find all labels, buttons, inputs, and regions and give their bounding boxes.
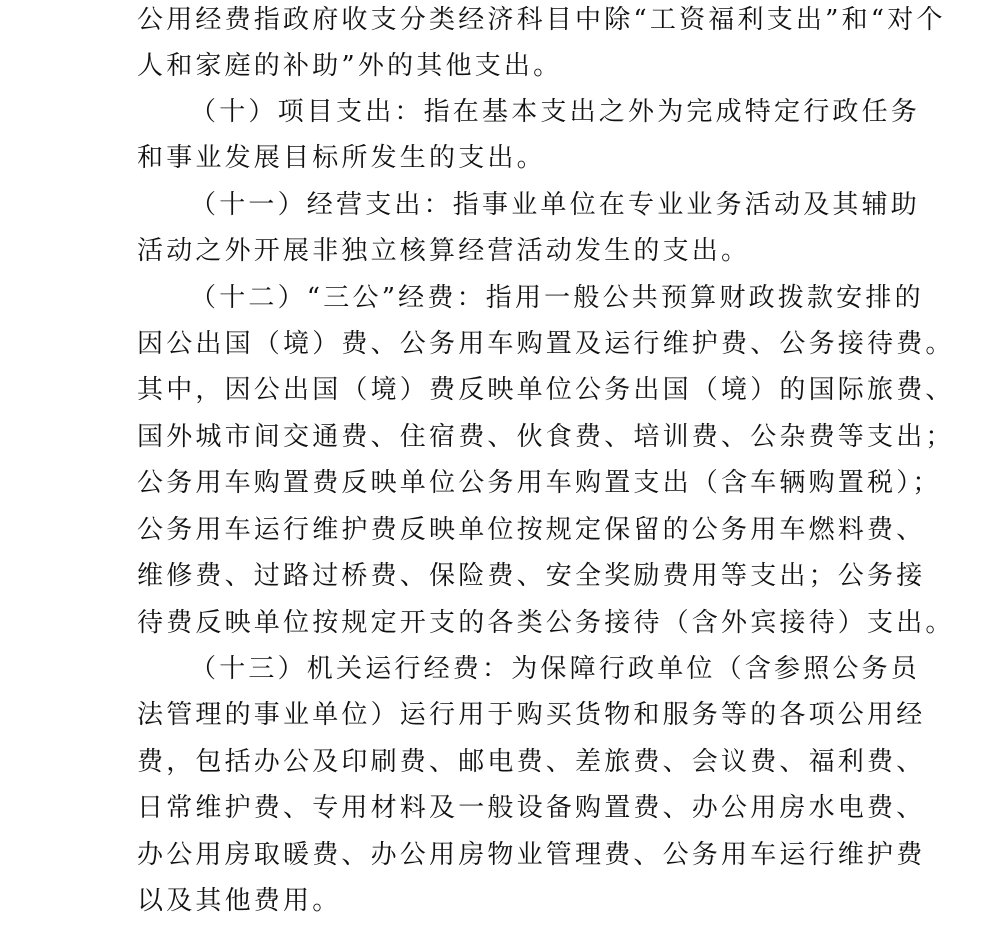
- text-line: 公用经费指政府收支分类经济科目中除“工资福利支出”和“对个: [137, 5, 946, 35]
- text-line: 以及其他费用。: [137, 886, 342, 916]
- text-line: 国外城市间交通费、住宿费、伙食费、培训费、公杂费等支出；: [137, 422, 955, 452]
- text-line: 维修费、过路过桥费、保险费、安全奖励费用等支出；公务接: [137, 561, 926, 591]
- paragraph-heading-11: （十一）经营支出：指事业单位在专业业务活动及其辅助: [190, 190, 921, 220]
- paragraph-heading-12: （十二）“三公”经费：指用一般公共预算财政拨款安排的: [190, 283, 924, 313]
- text-line: 其中，因公出国（境）费反映单位公务出国（境）的国际旅费、: [137, 375, 955, 405]
- text-line: 因公出国（境）费、公务用车购置及运行维护费、公务接待费。: [137, 329, 955, 359]
- text-line: 办公用房取暖费、办公用房物业管理费、公务用车运行维护费: [137, 840, 926, 870]
- text-line: 待费反映单位按规定开支的各类公务接待（含外宾接待）支出。: [137, 608, 955, 638]
- text-line: 公务用车购置费反映单位公务用车购置支出（含车辆购置税）；: [137, 468, 942, 498]
- text-line: 活动之外开展非独立核算经营活动发生的支出。: [137, 236, 751, 266]
- text-line: 日常维护费、专用材料及一般设备购置费、办公用房水电费、: [137, 793, 926, 823]
- text-line: 人和家庭的补助”外的其他支出。: [137, 51, 563, 81]
- text-line: 和事业发展目标所发生的支出。: [137, 143, 546, 173]
- text-line: 法管理的事业单位）运行用于购买货物和服务等的各项公用经: [137, 700, 926, 730]
- paragraph-heading-13: （十三）机关运行经费：为保障行政单位（含参照公务员: [190, 654, 921, 684]
- paragraph-heading-10: （十）项目支出：指在基本支出之外为完成特定行政任务: [190, 97, 921, 127]
- text-line: 费，包括办公及印刷费、邮电费、差旅费、会议费、福利费、: [137, 747, 926, 777]
- text-line: 公务用车运行维护费反映单位按规定保留的公务用车燃料费、: [137, 515, 926, 545]
